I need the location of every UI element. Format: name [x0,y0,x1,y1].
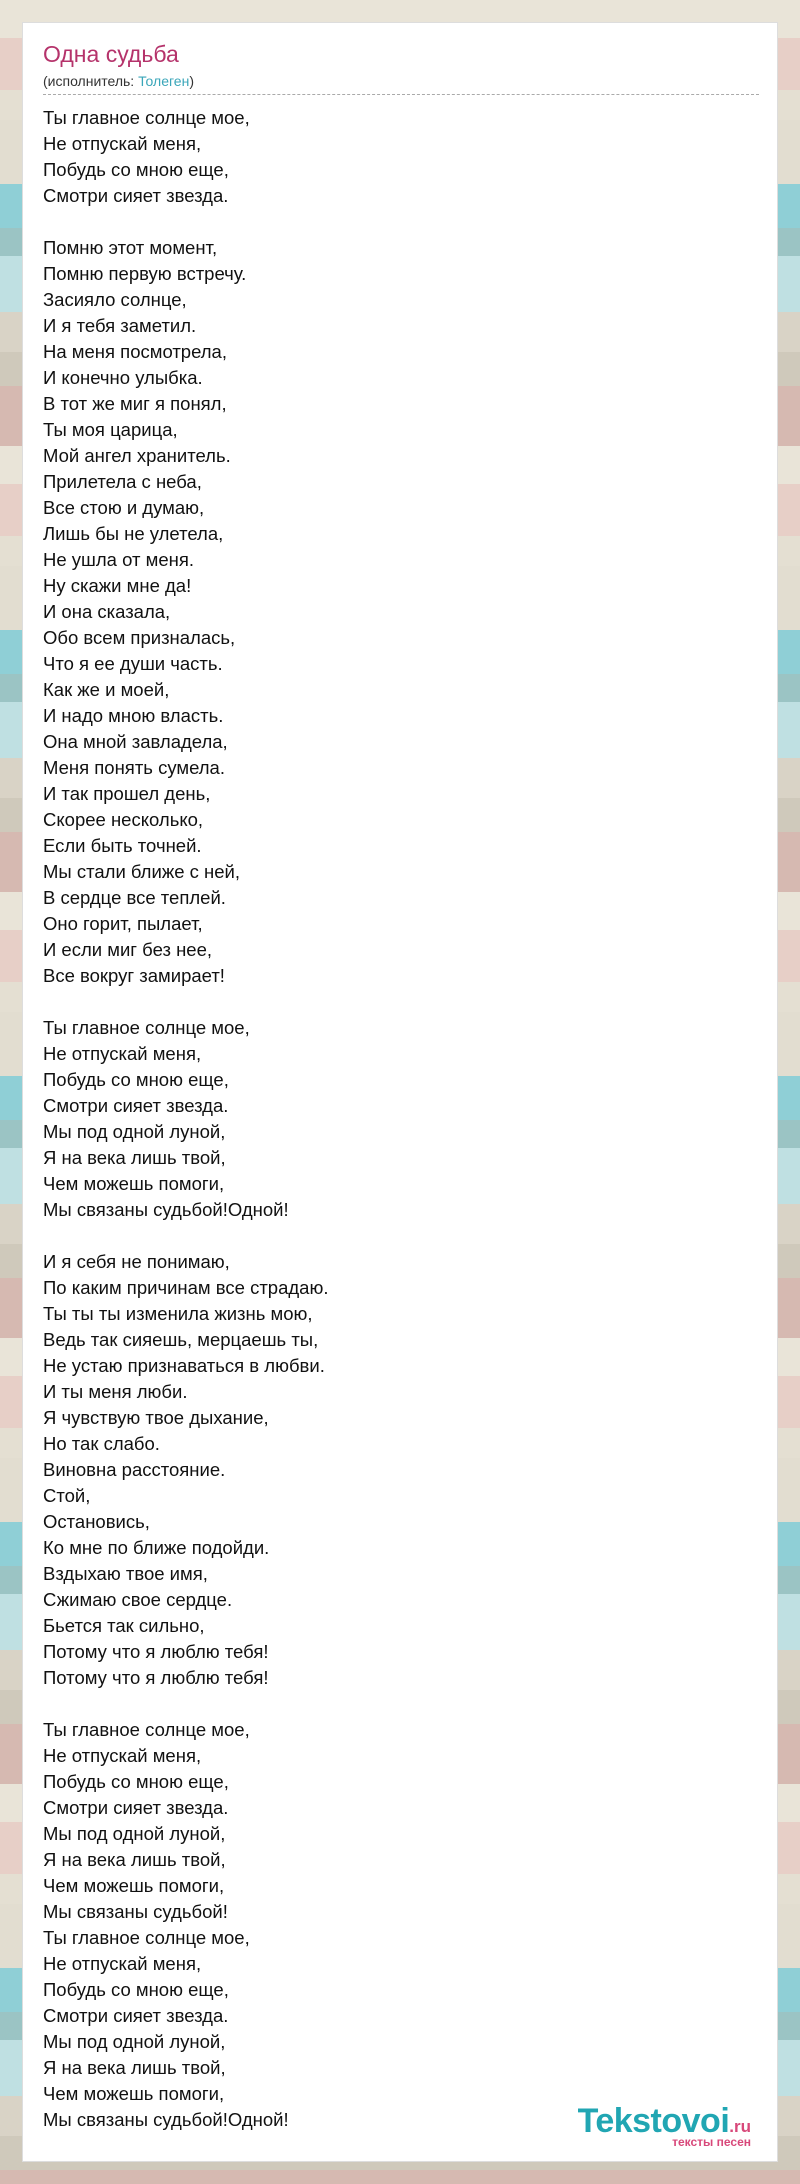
performer-suffix: ) [189,73,194,89]
lyrics-line: Оно горит, пылает, [43,913,203,934]
lyrics-line: Все стою и думаю, [43,497,205,518]
lyrics-line: И так прошел день, [43,783,211,804]
lyrics-stanza [43,1015,759,1223]
lyrics-line: Бьется так сильно, [43,1615,205,1636]
lyrics-line: Я на века лишь твой, [43,2057,226,2078]
lyrics-line: Смотри сияет звезда. [43,2005,229,2026]
lyrics-line: Ты главное солнце мое, [43,1927,250,1948]
lyrics-line: Мы стали ближе с ней, [43,861,240,882]
lyrics-line: Как же и моей, [43,679,170,700]
lyrics-line: Мы под одной луной, [43,1823,226,1844]
lyrics-line: Не отпускай меня, [43,133,202,154]
lyrics-line: Не ушла от меня. [43,549,194,570]
lyrics-line: Ты моя царица, [43,419,178,440]
lyrics-line: Смотри сияет звезда. [43,1797,229,1818]
lyrics-text [43,105,759,2133]
lyrics-line: Побудь со мною еще, [43,1979,229,2000]
lyrics-line: Я на века лишь твой, [43,1849,226,1870]
lyrics-line: На меня посмотрела, [43,341,227,362]
lyrics-line: И надо мною власть. [43,705,224,726]
lyrics-line: Потому что я люблю тебя! [43,1641,269,1662]
lyrics-line: И она сказала, [43,601,171,622]
lyrics-line: Ты ты ты изменила жизнь мою, [43,1303,313,1324]
lyrics-line: Смотри сияет звезда. [43,185,229,206]
lyrics-line: Мы связаны судьбой!Одной! [43,2109,289,2130]
performer-link[interactable]: Толеген [138,73,190,89]
lyrics-line: Меня понять сумела. [43,757,225,778]
lyrics-line: Чем можешь помоги, [43,1875,225,1896]
lyrics-line: Обо всем призналась, [43,627,236,648]
lyrics-stanza [43,105,759,209]
lyrics-line: Ведь так сияешь, мерцаешь ты, [43,1329,319,1350]
lyrics-line: Помню этот момент, [43,237,218,258]
lyrics-line: Мы связаны судьбой!Одной! [43,1199,289,1220]
background-stripe [0,2170,800,2184]
lyrics-line: Мы под одной луной, [43,1121,226,1142]
lyrics-line: В тот же миг я понял, [43,393,227,414]
lyrics-line: Лишь бы не улетела, [43,523,224,544]
lyrics-line: Если быть точней. [43,835,202,856]
lyrics-stanza [43,1717,759,2133]
lyrics-line: По каким причинам все страдаю. [43,1277,329,1298]
lyrics-line: Прилетела с неба, [43,471,202,492]
lyrics-line: Вздыхаю твое имя, [43,1563,208,1584]
lyrics-line: Не устаю признаваться в любви. [43,1355,325,1376]
song-title: Одна судьба [43,41,179,67]
title-divider [43,94,759,95]
lyrics-line: Смотри сияет звезда. [43,1095,229,1116]
lyrics-line: Мы связаны судьбой! [43,1901,228,1922]
performer-prefix: (исполнитель: [43,73,139,89]
lyrics-line: Остановись, [43,1511,150,1532]
lyrics-line: Побудь со мною еще, [43,1069,229,1090]
lyrics-line: Но так слабо. [43,1433,160,1454]
lyrics-line: Не отпускай меня, [43,1745,202,1766]
logo-tagline: тексты песен [672,2135,751,2149]
lyrics-line: В сердце все теплей. [43,887,226,908]
lyrics-line: Ко мне по ближе подойди. [43,1537,270,1558]
lyrics-line: Ты главное солнце мое, [43,1719,250,1740]
lyrics-line: Виновна расстояние. [43,1459,226,1480]
lyrics-line: Она мной завладела, [43,731,228,752]
lyrics-line: Не отпускай меня, [43,1953,202,1974]
lyrics-line: Сжимаю свое сердце. [43,1589,233,1610]
lyrics-line: Что я ее души часть. [43,653,223,674]
lyrics-line: Засияло солнце, [43,289,187,310]
lyrics-line: Помню первую встречу. [43,263,247,284]
lyrics-line: Я чувствую твое дыхание, [43,1407,269,1428]
logo-tld: .ru [729,2117,751,2136]
lyrics-line: Побудь со мною еще, [43,1771,229,1792]
lyrics-line: Ты главное солнце мое, [43,1017,250,1038]
performer-line [43,73,194,89]
site-logo[interactable] [578,2102,751,2149]
lyrics-stanza [43,1249,759,1691]
lyrics-line: И я себя не понимаю, [43,1251,230,1272]
lyrics-line: Все вокруг замирает! [43,965,225,986]
lyrics-line: Скорее несколько, [43,809,204,830]
lyrics-line: Ну скажи мне да! [43,575,192,596]
lyrics-line: Мой ангел хранитель. [43,445,231,466]
lyrics-line: И я тебя заметил. [43,315,197,336]
lyrics-stanza [43,235,759,989]
lyrics-line: Чем можешь помоги, [43,1173,225,1194]
lyrics-line: Чем можешь помоги, [43,2083,225,2104]
lyrics-line: И ты меня люби. [43,1381,188,1402]
lyrics-line: Я на века лишь твой, [43,1147,226,1168]
lyrics-card [22,22,778,2162]
lyrics-line: Ты главное солнце мое, [43,107,250,128]
lyrics-line: Побудь со мною еще, [43,159,229,180]
lyrics-line: Потому что я люблю тебя! [43,1667,269,1688]
lyrics-line: Мы под одной луной, [43,2031,226,2052]
lyrics-line: И конечно улыбка. [43,367,203,388]
logo-name: Tekstovoi [577,2102,730,2140]
lyrics-line: Не отпускай меня, [43,1043,202,1064]
lyrics-line: Стой, [43,1485,91,1506]
lyrics-line: И если миг без нее, [43,939,213,960]
